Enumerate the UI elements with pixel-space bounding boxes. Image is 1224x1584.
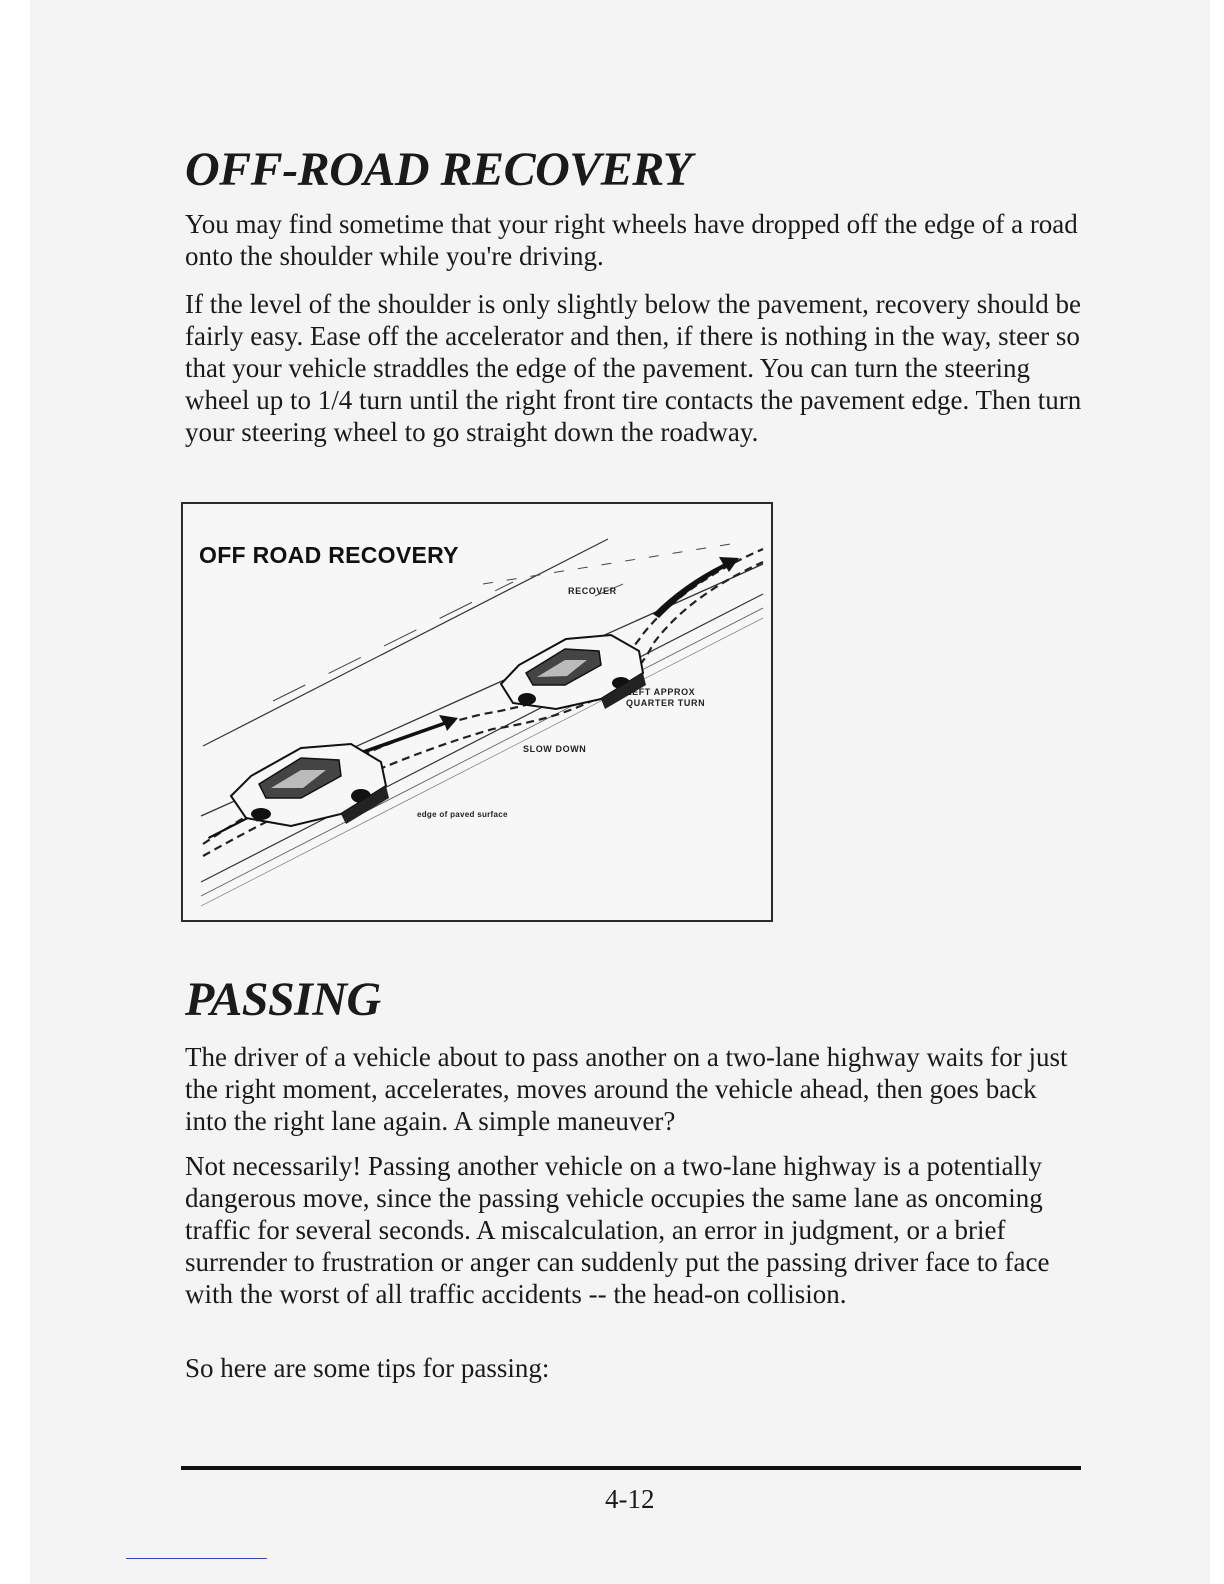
paragraph: So here are some tips for passing: xyxy=(185,1353,550,1383)
paragraph: The driver of a vehicle about to pass another on a two-lane highway waits for just the right moment, accelerates, moves around the vehicle ahead, then goes back into the right lane again. A simple maneuver? xyxy=(185,1042,1068,1136)
label-edge-of-paved-surface: edge of paved surface xyxy=(417,810,508,819)
paragraph: If the level of the shoulder is only slightly below the pavement, recovery should be fairly easy. Ease off the accelerator and then, if there is nothing in the way, steer so that your vehicle straddles the edge of the pavement. You can turn the steering wheel up to 1/4 turn until the right front tire contacts the pavement edge. Then turn your steering wheel to go straight down the roadway. xyxy=(185,289,1082,447)
road-center-line xyxy=(273,582,513,701)
shoulder-line-2 xyxy=(201,608,763,896)
paragraph: You may find sometime that your right wheels have dropped off the edge of a road onto the shoulder while you're driving. xyxy=(185,209,1078,271)
road-far-edge xyxy=(203,539,608,746)
paragraph: Not necessarily! Passing another vehicle on a two-lane highway is a potentially dangerous move, since the passing vehicle occupies the same lane as oncoming traffic for several seconds. A miscalculation, an error in judgment, or a brief surrender to frustration or anger can suddenly put the passing driver face to face with the worst of all traffic accidents -- the head-on collision. xyxy=(185,1151,1050,1309)
page-number: 4-12 xyxy=(605,1484,655,1514)
shoulder-line xyxy=(201,594,763,882)
section-title-off-road-recovery: OFF-ROAD RECOVERY xyxy=(185,143,692,196)
footer-rule xyxy=(181,1466,1081,1470)
label-recover: RECOVER xyxy=(568,586,617,596)
label-slow-down: SLOW DOWN xyxy=(523,744,587,754)
label-left-quarter-turn: LEFT APPROX QUARTER TURN xyxy=(626,687,706,708)
arrow-icon xyxy=(358,715,458,755)
footnote-underline xyxy=(126,1558,267,1559)
figure-title: OFF ROAD RECOVERY xyxy=(199,542,459,568)
car-icon xyxy=(231,744,389,826)
arrow-icon xyxy=(653,557,739,618)
off-road-recovery-illustration xyxy=(181,502,773,922)
car-icon xyxy=(501,635,646,709)
section-title-passing: PASSING xyxy=(185,973,381,1026)
